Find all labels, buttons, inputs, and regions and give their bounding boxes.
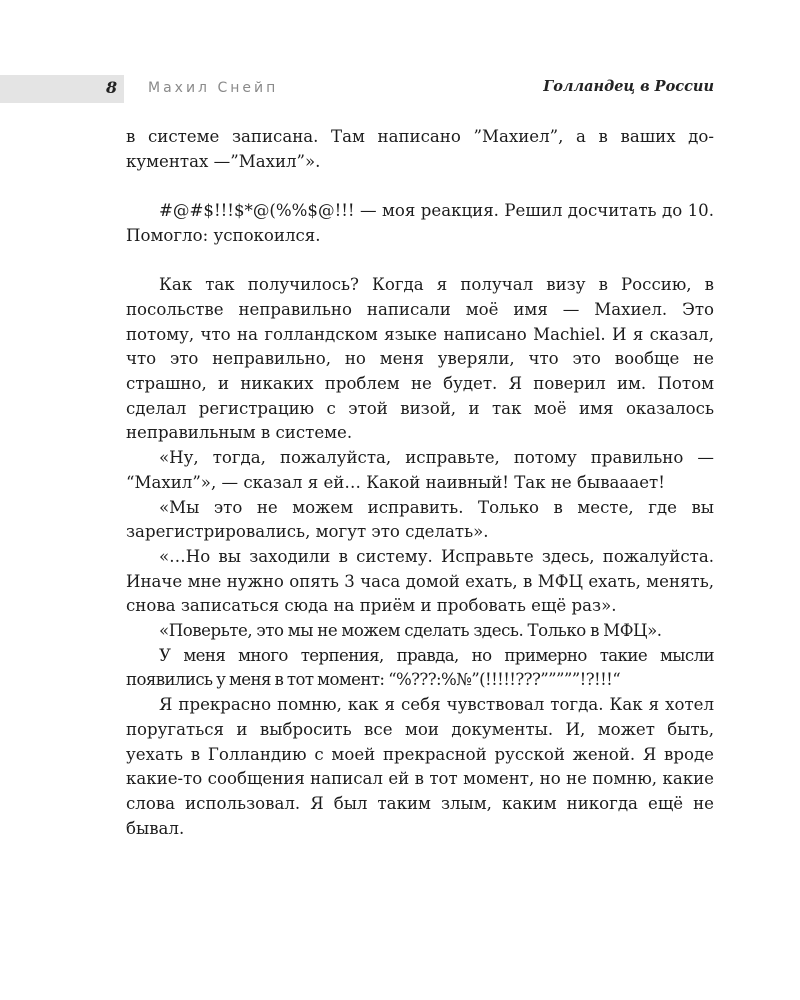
paragraph: #@#$!!!$*@(%%$@!!! — моя реакция. Решил досчитать до 10. Помогло: успокоился. <box>126 201 714 245</box>
paragraph: в системе записана. Там написано ”Махиел”, а в ваших документах —”Махил”». <box>126 127 714 171</box>
book-title: Голландец в России <box>543 78 714 95</box>
author-name: Махил Снейп <box>148 80 279 96</box>
paragraph: Я прекрасно помню, как я себя чувствовал тогда. Как я хотел поругаться и выбросить все мои документы. И, может быть, уехать в Голландию с моей прекрасной русской женой. Я вроде какие-то сообщения написал ей в тот момент, но не помню, какие слова использовал. Я был таким злым, каким никогда ещё не бывал. <box>126 695 714 838</box>
page-number: 8 <box>106 78 118 97</box>
paragraph: «…Но вы заходили в систему. Исправьте здесь, пожалуйста. Иначе мне нужно опять 3 часа домой ехать, в МФЦ ехать, менять, снова записаться сюда на приём и пробовать ещё раз». <box>126 546 714 616</box>
paragraph: «Мы это не можем исправить. Только в месте, где вы зарегистрировались, могут это сделать». <box>126 497 714 542</box>
paragraph: Как так получилось? Когда я получал визу в Россию, в посольстве неправильно написали моё имя — Махиел. Это потому, что на голландском языке написано Machiel. И я сказал, что это неправильно, но меня уверяли, что это вообще не страшно, и никаких проблем не будет. Я поверил им. Потом сделал регистрацию с этой визой, и так моё имя оказалось неправильным в системе. <box>126 275 714 443</box>
page-body <box>126 125 714 841</box>
paragraph: У меня много терпения, правда, но примерно такие мысли появились у меня в тот момент: “%???:%№”(!!!!!???”””””!?!!!“ <box>126 645 714 690</box>
paragraph: «Поверьте, это мы не можем сделать здесь. Только в МФЦ». <box>159 621 662 641</box>
paragraph: «Ну, тогда, пожалуйста, исправьте, потому правильно — “Махил”», — сказал я ей… Какой наивный! Так не бывааает! <box>126 448 714 492</box>
